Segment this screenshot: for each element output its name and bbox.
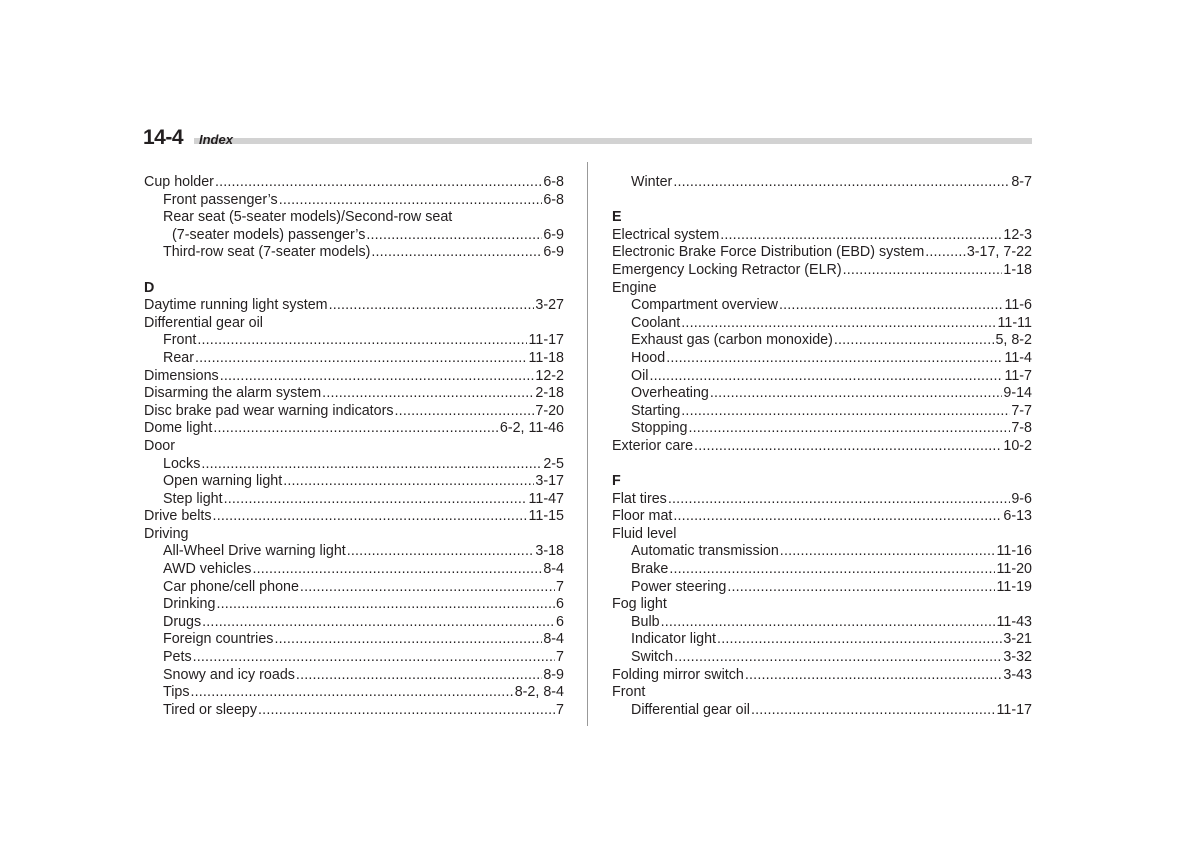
index-entry: [612, 667, 1032, 685]
index-entry-term: Exhaust gas (carbon monoxide): [631, 332, 833, 349]
index-entry-term: Third-row seat (7-seater models): [163, 244, 371, 261]
index-entry-page: 8-9: [543, 666, 564, 683]
index-entry: [144, 579, 564, 597]
index-entry: [612, 174, 1032, 192]
index-entry: [144, 543, 564, 561]
dot-leader: [197, 332, 527, 350]
index-entry-term: Switch: [631, 649, 674, 666]
index-entry-page: 10-2: [1003, 437, 1032, 454]
dot-leader: [673, 174, 1010, 192]
index-entry: [144, 368, 564, 386]
dot-leader: [669, 561, 995, 579]
index-entry-term: Foreign countries: [163, 631, 274, 648]
index-entry-term: Car phone/cell phone: [163, 578, 299, 595]
index-heading: Fog light: [612, 596, 667, 613]
index-entry-page: 11-11: [997, 314, 1032, 331]
index-entry-page: 11-18: [528, 349, 564, 366]
index-entry: [612, 297, 1032, 315]
index-entry-page: 8-4: [543, 631, 564, 648]
index-entry-term: Indicator light: [631, 631, 717, 648]
index-entry-page: 8-4: [543, 561, 564, 578]
dot-leader: [329, 297, 535, 315]
dot-leader: [834, 332, 995, 350]
index-entry-page: 7-7: [1011, 402, 1032, 419]
dot-leader: [395, 403, 535, 421]
dot-leader: [279, 192, 543, 210]
index-entry: [612, 332, 1032, 350]
index-heading: Front: [612, 684, 646, 701]
dot-leader: [925, 244, 966, 262]
index-column-left: [144, 174, 564, 719]
index-entry-page: 6-8: [543, 174, 564, 190]
index-entry-term: Pets: [163, 649, 192, 666]
index-entry: [144, 332, 564, 350]
dot-leader: [252, 561, 542, 579]
index-entry-term: Drugs: [163, 613, 202, 630]
dot-leader: [751, 702, 996, 720]
index-entry: [612, 508, 1032, 526]
dot-leader: [202, 614, 555, 632]
index-entry-page: 7: [556, 578, 564, 595]
index-entry: [144, 631, 564, 649]
index-entry-term: Step light: [163, 490, 223, 507]
index-entry-page: 2-18: [535, 385, 564, 402]
index-entry-term: Exterior care: [612, 437, 694, 454]
index-entry-term: Compartment overview: [631, 297, 778, 314]
index-entry-term: Tired or sleepy: [163, 701, 258, 718]
dot-leader: [661, 614, 996, 632]
index-entry-page: 8-7: [1011, 174, 1032, 190]
index-entry-page: 6-9: [543, 226, 564, 243]
index-entry-page: 2-5: [543, 455, 564, 472]
index-entry-term: AWD vehicles: [163, 561, 252, 578]
index-entry-page: 3-21: [1003, 631, 1032, 648]
dot-leader: [296, 667, 542, 685]
dot-leader: [195, 350, 527, 368]
index-entry: [612, 403, 1032, 421]
index-entry-term: Flat tires: [612, 490, 667, 507]
index-entry: [144, 350, 564, 368]
index-entry-page: 5, 8-2: [995, 332, 1032, 349]
index-entry-page: 8-2, 8-4: [514, 684, 564, 701]
index-entry-page: 11-43: [996, 613, 1032, 630]
index-entry: [612, 262, 1032, 280]
index-entry-page: 11-16: [996, 543, 1032, 560]
index-entry: [144, 403, 564, 421]
index-heading: Differential gear oil: [144, 314, 263, 331]
index-entry: [612, 614, 1032, 632]
dot-leader: [300, 579, 555, 597]
index-entry-term: Front passenger’s: [163, 191, 278, 208]
index-heading: Rear seat (5-seater models)/Second-row seat: [163, 209, 453, 226]
dot-leader: [274, 631, 542, 649]
index-entry: [612, 491, 1032, 509]
index-entry-term: Drive belts: [144, 508, 212, 525]
index-entry-term: Stopping: [631, 420, 688, 437]
dot-leader: [213, 420, 499, 438]
dot-leader: [717, 631, 1002, 649]
index-entry-page: 11-20: [996, 561, 1032, 578]
index-entry-page: 7: [556, 649, 564, 666]
index-entry-page: 3-43: [1003, 666, 1032, 683]
index-entry: [144, 684, 564, 702]
index-entry-term: Open warning light: [163, 473, 283, 490]
index-heading: Driving: [144, 525, 189, 542]
dot-leader: [649, 368, 1003, 386]
index-entry-term: Tips: [163, 684, 190, 701]
dot-leader: [720, 227, 1002, 245]
index-entry-term: Automatic transmission: [631, 543, 779, 560]
index-entry-page: 12-2: [535, 367, 564, 384]
index-entry-term: Oil: [631, 367, 649, 384]
dot-leader: [215, 174, 542, 192]
dot-leader: [779, 297, 1003, 315]
dot-leader: [673, 508, 1002, 526]
index-entry: [144, 561, 564, 579]
index-entry-term: Floor mat: [612, 508, 673, 525]
index-column-right: [612, 174, 1032, 719]
index-entry-page: 7: [556, 701, 564, 718]
dot-leader: [213, 508, 528, 526]
index-entry-term: Disarming the alarm system: [144, 385, 322, 402]
dot-leader: [674, 649, 1002, 667]
index-entry: [612, 385, 1032, 403]
dot-leader: [322, 385, 534, 403]
index-entry: [144, 227, 564, 245]
section-title: Index: [199, 132, 233, 147]
index-entry-page: 3-27: [535, 297, 564, 314]
index-entry-term: Overheating: [631, 385, 709, 402]
index-entry: [612, 227, 1032, 245]
index-entry: [144, 192, 564, 210]
index-entry-page: 12-3: [1003, 226, 1032, 243]
index-entry: [612, 579, 1032, 597]
index-entry: [144, 385, 564, 403]
index-entry: [144, 473, 564, 491]
dot-leader: [666, 350, 1003, 368]
dot-leader: [220, 368, 535, 386]
dot-leader: [366, 227, 542, 245]
dot-leader: [681, 403, 1010, 421]
dot-leader: [688, 420, 1010, 438]
dot-leader: [843, 262, 1003, 280]
page-header: [143, 126, 1032, 150]
index-entry-term: Snowy and icy roads: [163, 666, 295, 683]
index-entry-term: Electrical system: [612, 226, 720, 243]
index-entry-term: Daytime running light system: [144, 297, 328, 314]
dot-leader: [193, 649, 555, 667]
index-entry-page: 7-20: [535, 402, 564, 419]
dot-leader: [681, 315, 996, 333]
index-entry-term: Folding mirror switch: [612, 666, 744, 683]
dot-leader: [216, 596, 555, 614]
header-rule: [194, 138, 1032, 144]
index-entry-page: 11-6: [1004, 297, 1032, 314]
index-entry: [612, 315, 1032, 333]
index-entry: [144, 614, 564, 632]
index-entry-page: 3-18: [535, 543, 564, 560]
index-entry-term: Drinking: [163, 596, 216, 613]
index-entry: [612, 438, 1032, 456]
dot-leader: [668, 491, 1011, 509]
index-entry: [144, 667, 564, 685]
index-entry-term: Emergency Locking Retractor (ELR): [612, 261, 842, 278]
index-entry: [612, 702, 1032, 720]
index-entry-page: 6-8: [543, 191, 564, 208]
index-entry-page: 9-6: [1011, 490, 1032, 507]
index-entry-page: 6-2, 11-46: [499, 420, 564, 437]
index-entry-term: Winter: [631, 174, 673, 190]
dot-leader: [745, 667, 1002, 685]
index-entry: [144, 702, 564, 720]
index-entry-term: Dome light: [144, 420, 213, 437]
dot-leader: [283, 473, 534, 491]
dot-leader: [190, 684, 513, 702]
page-number: 14-4: [143, 126, 184, 149]
index-entry-page: 3-17, 7-22: [966, 244, 1032, 261]
index-letter-heading: F: [612, 473, 621, 490]
dot-leader: [780, 543, 996, 561]
index-entry: [144, 244, 564, 262]
index-entry-page: 3-17: [535, 473, 564, 490]
index-entry-page: 11-17: [996, 701, 1032, 718]
dot-leader: [727, 579, 995, 597]
index-entry-term: Bulb: [631, 613, 660, 630]
dot-leader: [258, 702, 555, 720]
index-entry-term: Starting: [631, 402, 681, 419]
index-entry-page: 6-9: [543, 244, 564, 261]
index-heading: Engine: [612, 279, 657, 296]
dot-leader: [371, 244, 542, 262]
index-entry-term: Front: [163, 332, 197, 349]
index-entry-term: Locks: [163, 455, 201, 472]
index-entry-term: Power steering: [631, 578, 727, 595]
index-entry-term: Coolant: [631, 314, 681, 331]
index-entry-page: 1-18: [1003, 261, 1032, 278]
index-entry-term: Dimensions: [144, 367, 219, 384]
index-entry: [144, 297, 564, 315]
index-letter-heading: E: [612, 209, 622, 226]
index-entry-page: 6: [556, 613, 564, 630]
index-entry: [144, 174, 564, 192]
index-entry-page: 6-13: [1003, 508, 1032, 525]
index-entry: [144, 508, 564, 526]
index-entry-page: 11-4: [1004, 349, 1032, 366]
column-divider: [587, 162, 588, 726]
index-entry-term: Brake: [631, 561, 669, 578]
index-entry: [612, 244, 1032, 262]
dot-leader: [694, 438, 1002, 456]
index-entry: [144, 649, 564, 667]
index-entry: [612, 561, 1032, 579]
index-entry-page: 11-19: [996, 578, 1032, 595]
index-entry: [144, 420, 564, 438]
index-entry: [612, 543, 1032, 561]
index-entry: [144, 456, 564, 474]
index-entry: [612, 649, 1032, 667]
index-entry: [144, 596, 564, 614]
index-entry-term: All-Wheel Drive warning light: [163, 543, 346, 560]
index-entry-page: 11-7: [1004, 367, 1032, 384]
index-entry: [612, 350, 1032, 368]
index-entry-page: 7-8: [1011, 420, 1032, 437]
index-entry: [612, 368, 1032, 386]
index-entry-page: 3-32: [1003, 649, 1032, 666]
index-entry-page: 11-15: [528, 508, 564, 525]
index-entry-term: (7-seater models) passenger’s: [172, 226, 366, 243]
index-entry-term: Electronic Brake Force Distribution (EBD) system: [612, 244, 925, 261]
index-entry-page: 11-17: [528, 332, 564, 349]
index-entry: [144, 491, 564, 509]
index-entry-page: 9-14: [1003, 385, 1032, 402]
index-heading: Fluid level: [612, 525, 677, 542]
index-entry: [612, 420, 1032, 438]
index-entry: [612, 631, 1032, 649]
index-entry-term: Differential gear oil: [631, 701, 750, 718]
index-entry-page: 6: [556, 596, 564, 613]
index-letter-heading: D: [144, 279, 155, 296]
index-entry-term: Disc brake pad wear warning indicators: [144, 402, 394, 419]
index-entry-term: Rear: [163, 349, 194, 366]
dot-leader: [710, 385, 1002, 403]
index-heading: Door: [144, 437, 175, 454]
index-entry-page: 11-47: [528, 490, 564, 507]
dot-leader: [347, 543, 535, 561]
dot-leader: [224, 491, 528, 509]
dot-leader: [201, 456, 542, 474]
index-entry-term: Cup holder: [144, 174, 214, 190]
index-entry-term: Hood: [631, 349, 666, 366]
